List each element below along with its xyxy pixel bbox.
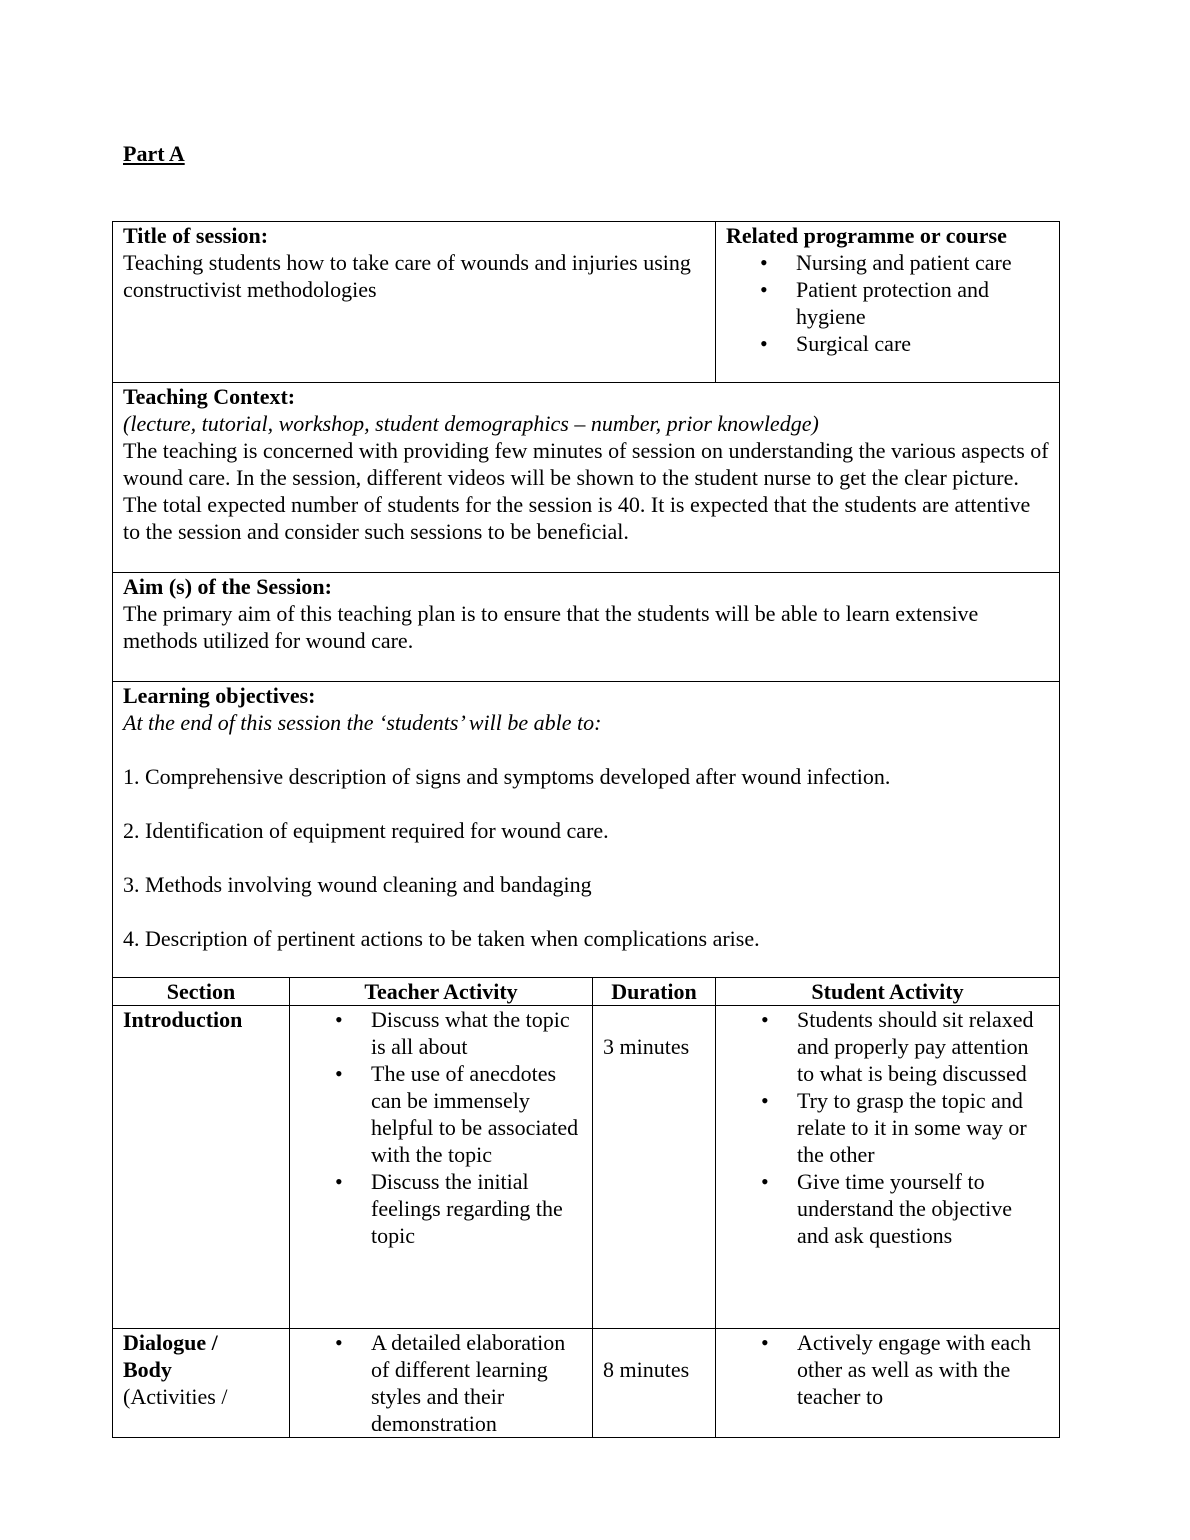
learning-objectives-label: Learning objectives: (123, 683, 316, 708)
section-cell (113, 1329, 290, 1438)
header-teacher-activity: Teacher Activity (290, 978, 593, 1006)
table-row (113, 1006, 1060, 1329)
objective-item: 3. Methods involving wound cleaning and bandaging (123, 872, 592, 897)
teaching-context-row (113, 383, 1060, 573)
objective-item: 2. Identification of equipment required for wound care. (123, 818, 609, 843)
teaching-context-cell (113, 383, 1060, 573)
student-activity-cell (716, 1329, 1060, 1438)
title-of-session-cell (113, 222, 716, 383)
teacher-activity-list (300, 1006, 582, 1249)
title-row (113, 222, 1060, 383)
related-programme-label: Related programme or course (726, 223, 1007, 248)
title-of-session-text: Teaching students how to take care of wounds and injuries using constructivist methodologies (123, 250, 691, 302)
page-heading: Part A (123, 141, 185, 166)
table-row (113, 1329, 1060, 1438)
teacher-activity-cell (290, 1006, 593, 1329)
section-cell: Introduction (113, 1006, 290, 1329)
teacher-activity-list (300, 1329, 582, 1437)
aim-row (113, 573, 1060, 682)
teaching-plan-table (112, 221, 1060, 1438)
section-subtitle: (Activities / (123, 1384, 228, 1409)
list-item: • Try to grasp the topic and relate to it in some way or the other (797, 1087, 1049, 1168)
objective-item: 1. Comprehensive description of signs and symptoms developed after wound infection. (123, 764, 891, 789)
student-activity-list (726, 1006, 1049, 1249)
activity-header-row (113, 978, 1060, 1006)
aim-cell (113, 573, 1060, 682)
learning-objectives-cell (113, 682, 1060, 978)
student-activity-cell (716, 1006, 1060, 1329)
list-item: • A detailed elaboration of different learning styles and their demonstration (371, 1329, 582, 1437)
list-item: • Discuss the initial feelings regarding the topic (371, 1168, 582, 1249)
list-item: • Surgical care (796, 330, 1049, 357)
learning-objectives-row (113, 682, 1060, 978)
title-of-session-label: Title of session: (123, 223, 269, 248)
duration-cell: 8 minutes (593, 1329, 716, 1438)
aim-label: Aim (s) of the Session: (123, 574, 332, 599)
teaching-context-label: Teaching Context: (123, 384, 296, 409)
teaching-context-text: The teaching is concerned with providing few minutes of session on understanding the various aspects of wound care. In the session, different videos will be shown to the student nurse to get the clear picture. The total expected number of students for the session is 40. It is expected that the students are attentive to the session and consider such sessions to be beneficial. (123, 438, 1049, 544)
learning-objectives-intro: At the end of this session the ‘students’ will be able to: (123, 710, 602, 735)
related-programme-list (726, 249, 1049, 357)
related-programme-cell (716, 222, 1060, 383)
teacher-activity-cell (290, 1329, 593, 1438)
list-item: • Give time yourself to understand the objective and ask questions (797, 1168, 1049, 1249)
header-duration: Duration (593, 978, 716, 1006)
list-item: • Students should sit relaxed and properly pay attention to what is being discussed (797, 1006, 1049, 1087)
list-item: • Patient protection and hygiene (796, 276, 1049, 330)
header-student-activity: Student Activity (716, 978, 1060, 1006)
objective-item: 4. Description of pertinent actions to be taken when complications arise. (123, 926, 760, 951)
section-title: Dialogue / Body (123, 1330, 218, 1382)
header-section: Section (113, 978, 290, 1006)
list-item: • The use of anecdotes can be immensely helpful to be associated with the topic (371, 1060, 582, 1168)
teaching-context-hint: (lecture, tutorial, workshop, student demographics – number, prior knowledge) (123, 411, 819, 436)
list-item: • Nursing and patient care (796, 249, 1049, 276)
list-item: • Actively engage with each other as well as with the teacher to (797, 1329, 1049, 1410)
aim-text: The primary aim of this teaching plan is to ensure that the students will be able to learn extensive methods utilized for wound care. (123, 601, 979, 653)
student-activity-list (726, 1329, 1049, 1410)
list-item: • Discuss what the topic is all about (371, 1006, 582, 1060)
duration-cell: 3 minutes (593, 1006, 716, 1329)
